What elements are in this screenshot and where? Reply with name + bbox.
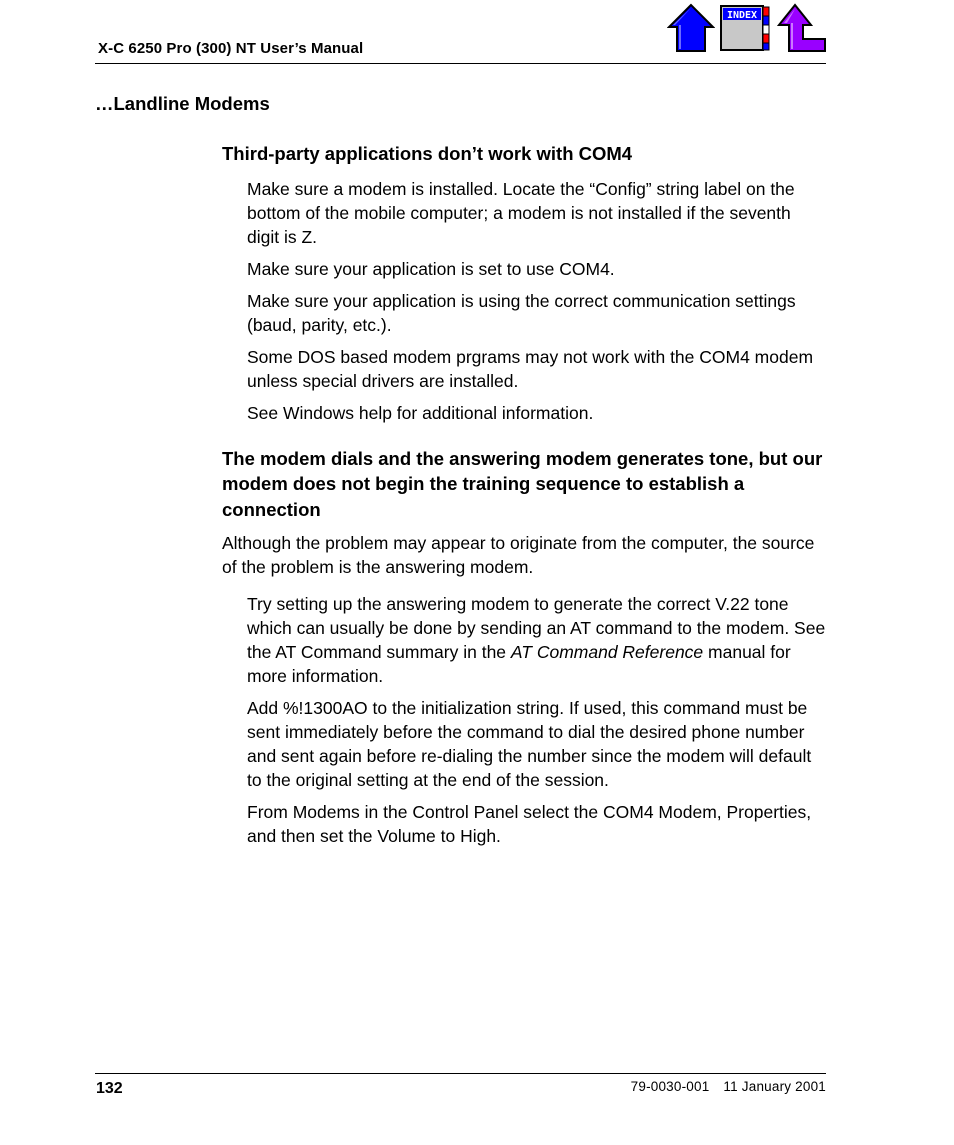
intro-paragraph: Although the problem may appear to originate from the computer, the source of the problem is the answering modem. [222, 533, 815, 577]
home-button[interactable] [667, 3, 715, 53]
doc-info [631, 1079, 826, 1094]
page-number: 132 [96, 1080, 123, 1097]
list-item: See Windows help for additional information. [247, 402, 594, 423]
list-item: Make sure a modem is installed. Locate the “Config” string label on the bottom of the mobile computer; a modem is not installed if the seventh digit is Z. [247, 178, 795, 247]
home-icon [667, 3, 715, 53]
item-text: Try setting up the answering modem to generate the correct V.22 tone which can usually be done by sending an AT command to the modem. See the AT Command summary in the [247, 594, 826, 662]
topic-heading: The modem dials and the answering modem generates tone, but our modem does not begin the training sequence to establish a connection [222, 447, 823, 520]
back-arrow-icon [777, 3, 827, 53]
manual-title: X-C 6250 Pro (300) NT User’s Manual [98, 40, 364, 57]
list-item [247, 592, 826, 688]
index-icon [720, 4, 770, 53]
nav-buttons [667, 3, 827, 55]
back-button[interactable] [777, 3, 827, 53]
list-item: Make sure your application is set to use COM4. [247, 258, 615, 279]
index-button[interactable] [720, 4, 770, 53]
list-item: Make sure your application is using the correct communication settings (baud, parity, etc.). [247, 290, 796, 335]
main-content [222, 141, 826, 848]
footer-rule [95, 1073, 826, 1074]
list-item: Add %!1300AO to the initialization string. If used, this command must be sent immediately before the command to dial the desired phone number and sent again before re-dialing the number since the modem will default to the original setting at the end of the session. [247, 698, 812, 790]
reference-title: AT Command Reference [510, 642, 704, 662]
list-item: From Modems in the Control Panel select the COM4 Modem, Properties, and then set the Volume to High. [247, 802, 812, 846]
topic-heading: Third-party applications don’t work with COM4 [222, 143, 633, 164]
index-label: INDEX [726, 10, 758, 21]
section-title: …Landline Modems [95, 93, 270, 114]
header-rule [95, 63, 826, 64]
doc-date: 11 January 2001 [723, 1079, 826, 1094]
doc-number: 79-0030-001 [630, 1079, 710, 1094]
item-text: manual for more information. [247, 642, 791, 686]
list-item: Some DOS based modem prgrams may not work with the COM4 modem unless special drivers are installed. [247, 346, 814, 391]
